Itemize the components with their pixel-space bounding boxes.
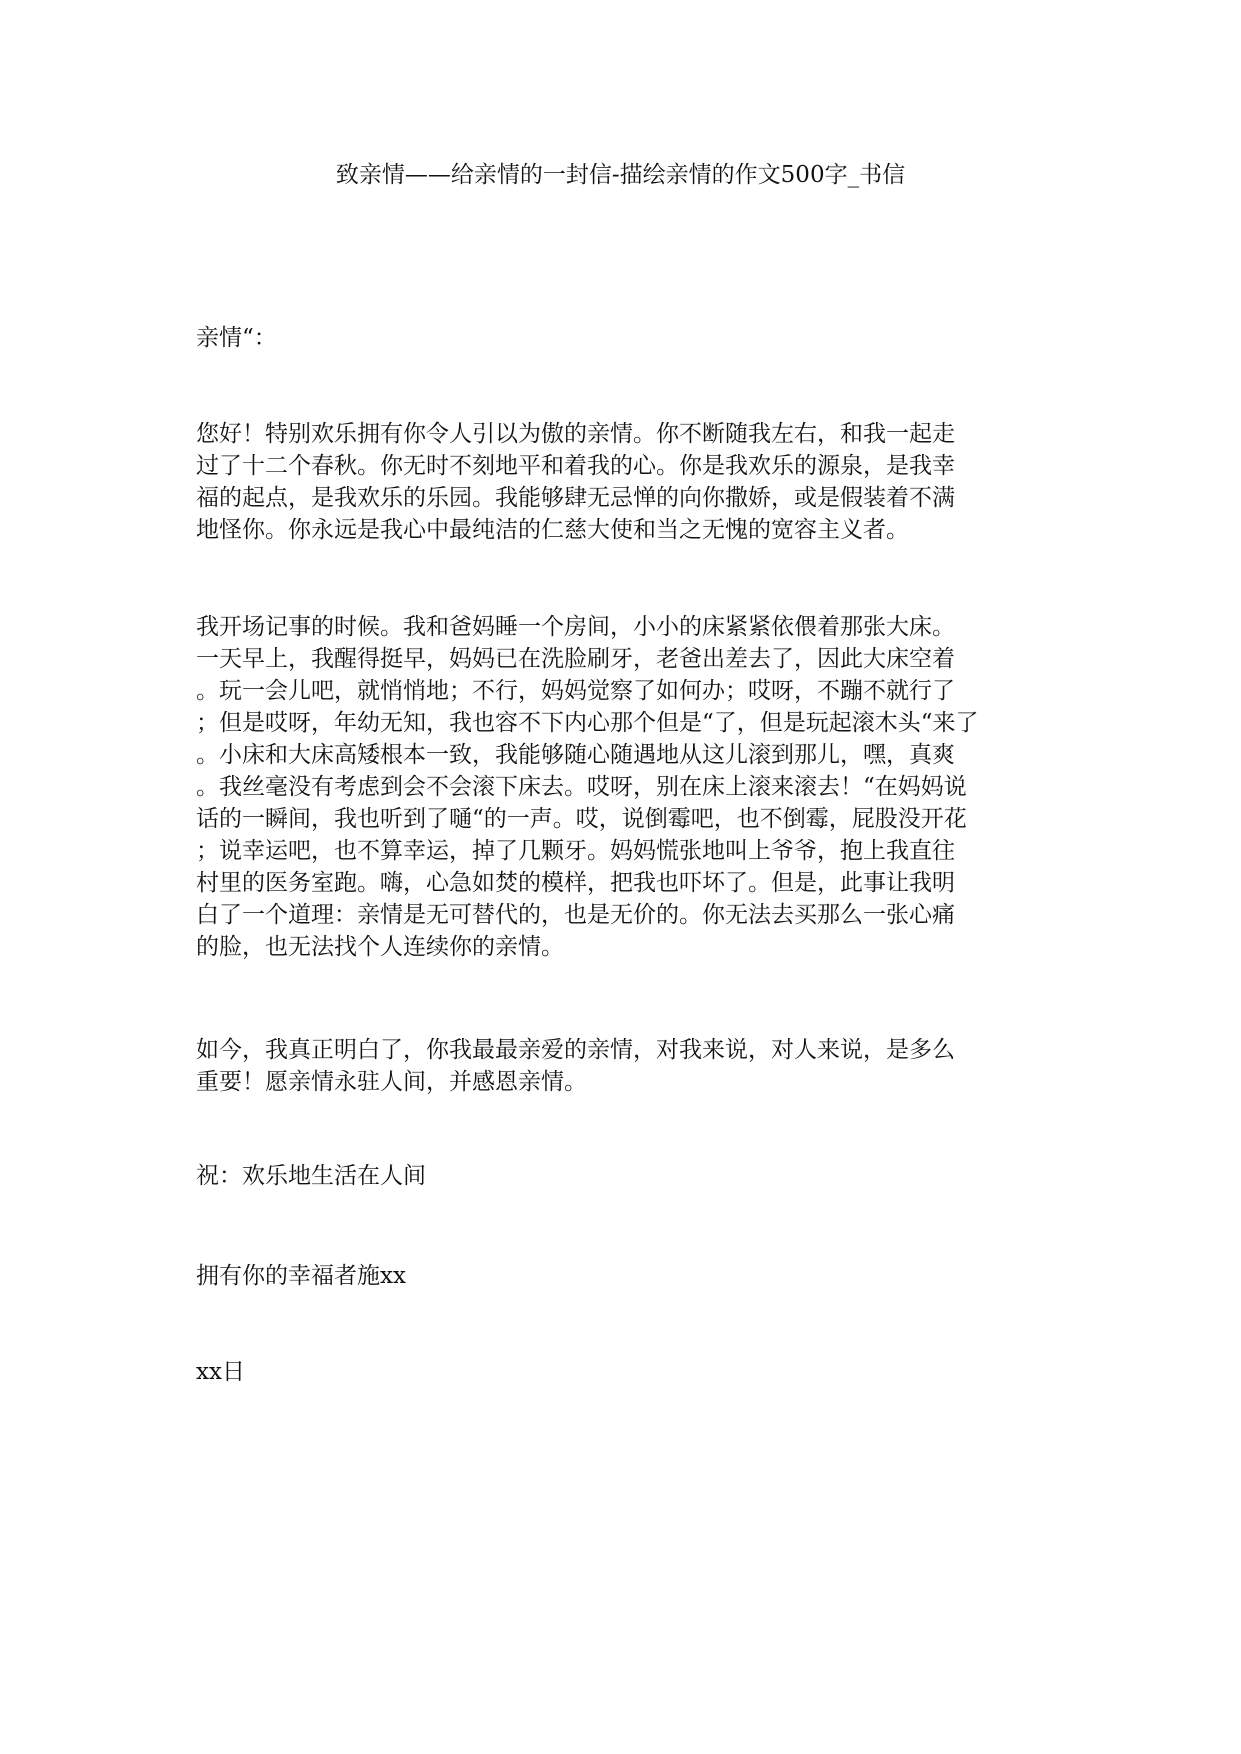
paragraph-2: [196, 611, 1056, 963]
paragraph-line: ；说幸运吧，也不算幸运，掉了几颗牙。妈妈慌张地叫上爷爷，抱上我直往: [196, 838, 955, 864]
letter-greeting: 亲情“：: [196, 325, 277, 351]
paragraph-line: 您好！特别欢乐拥有你令人引以为傲的亲情。你不断随我左右，和我一起走: [196, 421, 955, 447]
paragraph-line: 重要！愿亲情永驻人间，并感恩亲情。: [196, 1069, 587, 1095]
paragraph-line: 。小床和大床高矮根本一致，我能够随心随遇地从这儿滚到那儿，嘿，真爽: [196, 742, 955, 768]
paragraph-line: 如今，我真正明白了，你我最最亲爱的亲情，对我来说，对人来说，是多么: [196, 1037, 955, 1063]
paragraph-line: 。我丝毫没有考虑到会不会滚下床去。哎呀，别在床上滚来滚去！“在妈妈说: [196, 774, 967, 800]
paragraph-line: 一天早上，我醒得挺早，妈妈已在洗脸刷牙，老爸出差去了，因此大床空着: [196, 646, 955, 672]
paragraph-3: [196, 1034, 1056, 1098]
paragraph-line: 白了一个道理：亲情是无可替代的，也是无价的。你无法去买那么一张心痛: [196, 902, 955, 928]
letter-date: xx日: [196, 1359, 245, 1385]
paragraph-line: 。玩一会儿吧，就悄悄地；不行，妈妈觉察了如何办；哎呀，不蹦不就行了: [196, 678, 955, 704]
paragraph-1: [196, 418, 1056, 546]
paragraph-line: 过了十二个春秋。你无时不刻地平和着我的心。你是我欢乐的源泉，是我幸: [196, 453, 955, 479]
paragraph-line: 地怪你。你永远是我心中最纯洁的仁慈大使和当之无愧的宽容主义者。: [196, 517, 909, 543]
paragraph-line: 我开场记事的时候。我和爸妈睡一个房间，小小的床紧紧依偎着那张大床。: [196, 614, 955, 640]
paragraph-line: 福的起点，是我欢乐的乐园。我能够肆无忌惮的向你撒娇，或是假装着不满: [196, 485, 955, 511]
closing-wish: 祝：欢乐地生活在人间: [196, 1163, 426, 1189]
document-title: 致亲情——给亲情的一封信-描绘亲情的作文500字_书信: [335, 162, 906, 188]
signature: 拥有你的幸福者施xx: [196, 1263, 406, 1289]
paragraph-line: 村里的医务室跑。嗨，心急如焚的模样，把我也吓坏了。但是，此事让我明: [196, 870, 955, 896]
paragraph-line: 的脸，也无法找个人连续你的亲情。: [196, 934, 564, 960]
paragraph-line: 话的一瞬间，我也听到了嗵“的一声。哎，说倒霉吧，也不倒霉，屁股没开花: [196, 806, 967, 832]
paragraph-line: ；但是哎呀，年幼无知，我也容不下内心那个但是“了，但是玩起滚木头“来了: [196, 710, 979, 736]
